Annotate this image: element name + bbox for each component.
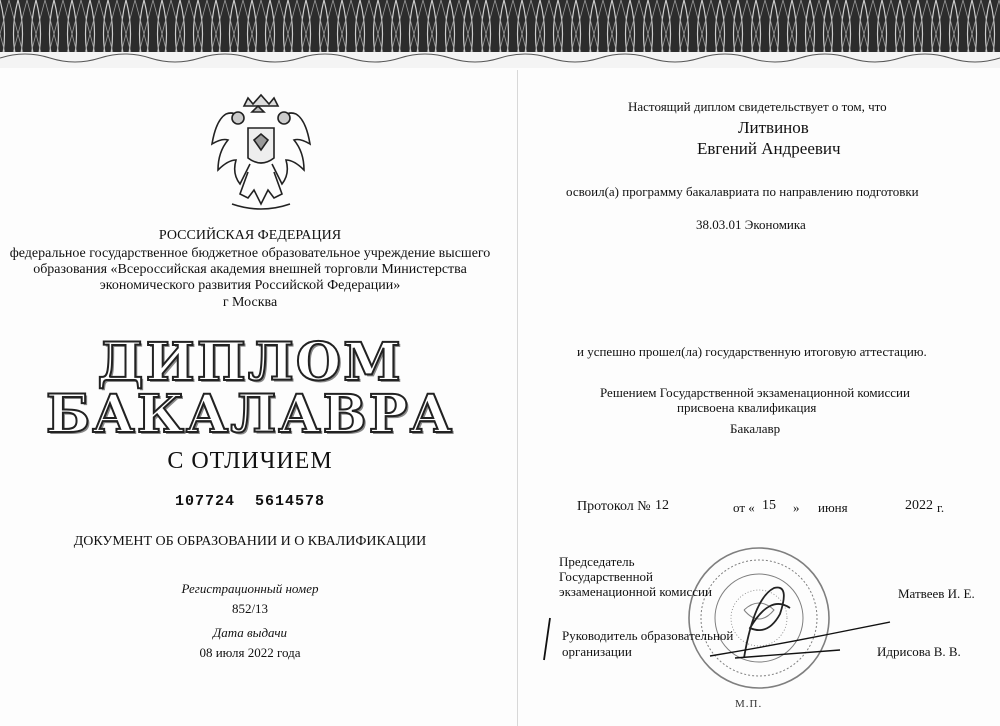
- institution-city: г Москва: [222, 295, 278, 310]
- registration-number: 852/13: [231, 601, 269, 616]
- page-fold: [517, 70, 518, 726]
- serial-number: 107724 5614578: [174, 493, 326, 510]
- decision-line-2: присвоена квалификация: [677, 400, 817, 415]
- guilloche-border: [0, 0, 1000, 68]
- date-close: »: [793, 500, 800, 515]
- date-year: 2022: [905, 498, 933, 513]
- year-suffix: г.: [937, 500, 945, 515]
- qualification: Бакалавр: [730, 421, 781, 436]
- stamp-label: М.П.: [735, 698, 763, 710]
- registration-label: Регистрационный номер: [181, 581, 319, 596]
- intro-text: Настоящий диплом свидетельствует о том, что: [628, 99, 887, 114]
- attestation-text: и успешно прошел(ла) государственную итоговую аттестацию.: [577, 344, 927, 359]
- decision-line-1: Решением Государственной экзаменационной комиссии: [600, 385, 910, 400]
- chair-title-line-2: Государственной: [559, 569, 654, 584]
- protocol-number: 12: [655, 498, 669, 513]
- coat-of-arms-icon: [208, 92, 314, 218]
- issue-date-label: Дата выдачи: [212, 625, 288, 640]
- graduate-name: Евгений Андреевич: [697, 139, 841, 158]
- document-type: ДОКУМЕНТ ОБ ОБРАЗОВАНИИ И О КВАЛИФИКАЦИИ: [73, 534, 427, 549]
- head-name: Идрисова В. В.: [877, 644, 961, 659]
- diploma-title-line-2: БАКАЛАВРА: [45, 384, 455, 445]
- head-title-line-2: организации: [562, 644, 632, 659]
- chair-title-line-3: экзаменационной комиссии: [559, 584, 712, 599]
- chair-name: Матвеев И. Е.: [898, 586, 975, 601]
- institution-line-1: федеральное государственное бюджетное образовательное учреждение высшего: [9, 246, 491, 261]
- issue-date: 08 июля 2022 года: [199, 645, 301, 660]
- date-day: 15: [762, 498, 776, 513]
- graduate-surname: Литвинов: [738, 118, 809, 137]
- date-from-label: от «: [733, 500, 755, 515]
- protocol-label: Протокол №: [577, 499, 651, 514]
- diploma-title-line-1: ДИПЛОМ: [97, 332, 403, 393]
- program-name: 38.03.01 Экономика: [696, 217, 806, 232]
- institution-line-2: образования «Всероссийская академия внешней торговли Министерства: [33, 262, 467, 277]
- chair-title-line-1: Председатель: [559, 554, 635, 569]
- institution-line-3: экономического развития Российской Федерации»: [99, 278, 401, 293]
- program-text: освоил(а) программу бакалавриата по направлению подготовки: [566, 184, 919, 199]
- date-month: июня: [818, 500, 848, 515]
- head-title-line-1: Руководитель образовательной: [562, 628, 734, 643]
- country-label: РОССИЙСКАЯ ФЕДЕРАЦИЯ: [158, 228, 342, 243]
- honors-label: С ОТЛИЧИЕМ: [167, 448, 333, 474]
- signature-strokes: [540, 560, 960, 680]
